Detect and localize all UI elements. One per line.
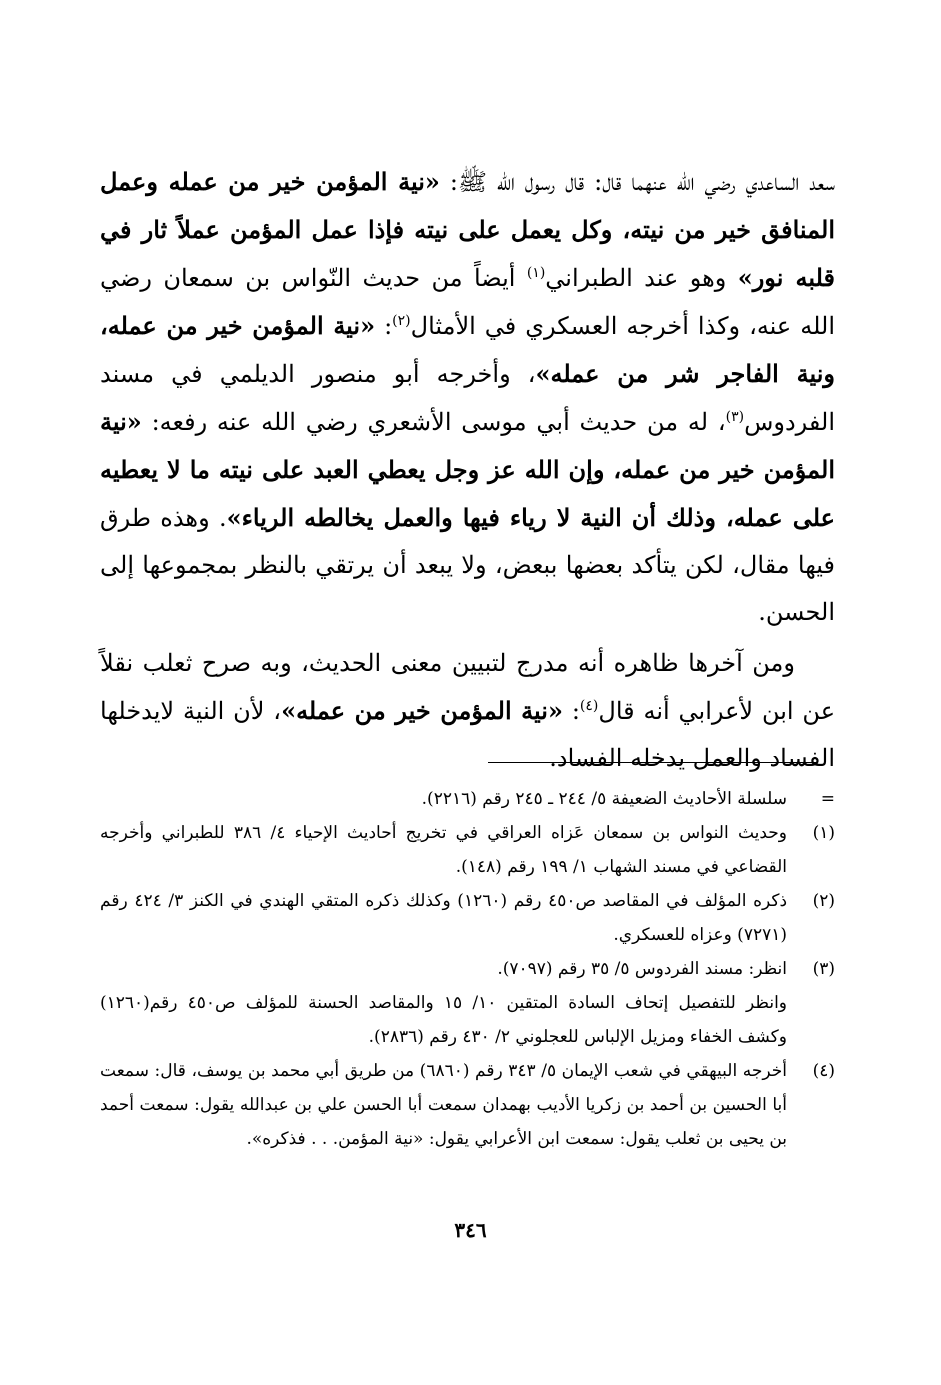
text-segment: ومن آخرها ظاهره أنه مدرج لتبيين معنى الحديث، وبه صرح ثعلب نقلاً عن ابن لأعرابي أنه قال xyxy=(100,649,836,725)
text-segment: . وهذه طرق فيها مقال، لكن يتأكد بعضها ببعض، ولا يبعد أن يرتقي بالنظر بمجموعها إلى الحسن. xyxy=(100,504,835,626)
quoted-hadith: «نية المؤمن خير من عمله، وإن الله عز وجل يعطي العبد على نيته ما لا يعطيه على عمله، وذلك أن النية لا رياء فيها والعمل يخالطه الرياء» xyxy=(100,407,835,532)
quoted-hadith: «نية المؤمن خير من عمله وعمل المنافق خير من نيته، وكل يعمل على نيته فإذا عمل المؤمن عملاً ثار في قلبه نور» xyxy=(100,167,835,292)
footnote-ref: (١) xyxy=(526,265,546,281)
footnote-line: سلسلة الأحاديث الضعيفة ٥/ ٢٤٤ ـ ٢٤٥ رقم (٢٢١٦). xyxy=(421,789,787,809)
text-segment: : xyxy=(375,312,393,340)
footnote-text xyxy=(100,952,787,1054)
footnote-text xyxy=(100,782,787,816)
footnote xyxy=(100,782,835,816)
text-segment: : xyxy=(562,697,580,725)
text-segment: وهو عند الطبراني xyxy=(545,264,738,292)
text-segment: سعد الساعدي رضي الله عنهما قال: قال رسول الله ﷺ: xyxy=(439,168,836,196)
footnote-text xyxy=(100,816,787,884)
footnote-text xyxy=(100,884,787,952)
text-segment: أيضاً من حديث النّواس بن سمعان رضي الله عنه، وكذا أخرجه العسكري في الأمثال xyxy=(100,264,835,340)
footnote xyxy=(100,816,835,884)
page-number: ٣٤٦ xyxy=(454,1218,487,1242)
footnotes xyxy=(100,782,835,1156)
footnote xyxy=(100,884,835,952)
footnote-line: ذكره المؤلف في المقاصد ص٤٥٠ رقم (١٢٦٠) وكذلك ذكره المتقي الهندي في الكنز ٣/ ٤٢٤ رقم (٧٢٧١) وعزاه للعسكري. xyxy=(100,891,788,945)
paragraph-1 xyxy=(100,158,835,636)
footnote-text xyxy=(100,1054,787,1156)
footnote xyxy=(100,1054,835,1156)
text-segment: ، لأن النية لايدخلها الفساد والعمل يدخله الفساد. xyxy=(100,697,835,772)
footnote-number: (٢) xyxy=(812,891,835,911)
footnote-ref: (٣) xyxy=(725,409,745,425)
footnote-line: وحديث النواس بن سمعان عَزاه العراقي في تخريج أحاديث الإحياء ٤/ ٣٨٦ للطبراني وأخرجه القضاعي في مسند الشهاب ١/ ١٩٩ رقم (١٤٨). xyxy=(100,823,788,877)
footnote xyxy=(100,952,835,1054)
main-text xyxy=(100,158,835,782)
paragraph-2 xyxy=(100,640,835,782)
footnote-ref: (٤) xyxy=(579,698,599,714)
text-segment: ، له من حديث أبي موسى الأشعري رضي الله عنه رفعه: xyxy=(141,408,726,436)
footnote-number: = xyxy=(820,789,835,809)
quoted-hadith: «نية المؤمن خير من عمله» xyxy=(281,696,563,725)
quoted-hadith: «نية المؤمن خير من عمله، ونية الفاجر شر من عمله» xyxy=(100,311,835,388)
footnote-number: (٣) xyxy=(812,959,835,979)
footnote-line: أخرجه البيهقي في شعب الإيمان ٥/ ٣٤٣ رقم (٦٨٦٠) من طريق أبي محمد بن يوسف، قال: سمعت أبا الحسين بن أحمد بن زكريا الأديب بهمدان سمعت أبا الحسن علي بن عبدالله يقول: سمعت أحمد بن يحيى بن ثعلب يقول: سمعت ابن الأعرابي يقول: «نية المؤمن. . . فذكره». xyxy=(100,1061,787,1149)
footnote-ref: (٢) xyxy=(392,313,411,329)
text-segment: ، وأخرجه أبو منصور الديلمي في مسند الفردوس xyxy=(100,360,835,436)
footnote-number: (١) xyxy=(812,823,835,843)
footnote-number: (٤) xyxy=(812,1061,835,1081)
footnote-line: انظر: مسند الفردوس ٥/ ٣٥ رقم (٧٠٩٧). xyxy=(497,959,787,979)
footnote-separator xyxy=(488,762,818,763)
footnote-line: وانظر للتفصيل إتحاف السادة المتقين ١٠/ ١٥ والمقاصد الحسنة للمؤلف ص٤٥٠ رقم(١٢٦٠) وكشف الخفاء ومزيل الإلباس للعجلوني ٢/ ٤٣٠ رقم (٢٨٣٦). xyxy=(100,993,788,1047)
